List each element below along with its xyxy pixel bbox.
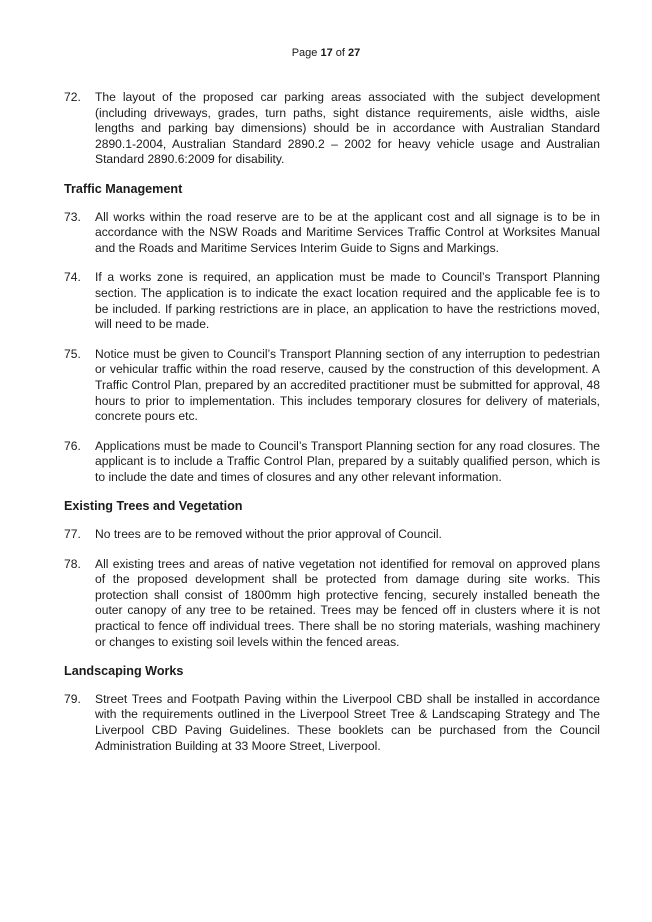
condition-text: Street Trees and Footpath Paving within the Liverpool CBD shall be installed in accordance with the requirements outlined in the Liverpool Street Tree & Landscaping Strategy and The Liverpool CBD Paving Guidelines. These booklets can be purchased from the Council Administration Building at 33 Moore Street, Liverpool. [95,691,600,753]
condition-item [64,210,600,257]
page-total: 27 [348,47,361,59]
condition-text: Applications must be made to Council’s Transport Planning section for any road closures. The applicant is to include a Traffic Control Plan, prepared by a suitably qualified person, which is to include the date and times of closures and any other relevant information. [95,438,600,484]
condition-number: 74. [64,270,81,285]
section-heading-traffic: Traffic Management [64,181,183,196]
page-current: 17 [320,47,333,59]
section-heading-trees: Existing Trees and Vegetation [64,499,243,514]
page-of: of [335,47,345,59]
condition-text: No trees are to be removed without the prior approval of Council. [95,527,442,542]
condition-number: 73. [64,209,81,224]
condition-number: 75. [64,346,81,361]
condition-text: The layout of the proposed car parking areas associated with the subject development (including driveways, grades, turn paths, sight distance requirements, aisle widths, aisle lengths and parking bay dimensions) should be in accordance with Australian Standard 2890.1-2004, Australian Standard 2890.2 – 2002 for heavy vehicle usage and Australian Standard 2890.6:2009 for disability. [95,90,600,167]
condition-number: 78. [64,556,81,571]
condition-text: All existing trees and areas of native vegetation not identified for removal on approved plans of the proposed development shall be protected from damage during site works. This protection shall consist of 1800mm high protective fencing, securely installed beneath the outer canopy of any tree to be retained. Trees may be fenced off in clusters where it is not practical to fence off individual trees. There shall be no storing materials, washing machinery or changes to existing soil levels within the fenced areas. [95,556,600,649]
condition-item [64,527,600,543]
condition-text: Notice must be given to Council’s Transport Planning section of any interruption to pedestrian or vehicular traffic within the road reserve, caused by the construction of this development. A Traffic Control Plan, prepared by an accredited practitioner must be submitted for approval, 48 hours to prior to implementation. This includes temporary closures for delivery of materials, concrete pours etc. [95,346,600,424]
page-number [0,47,652,59]
section-heading-landscaping: Landscaping Works [64,664,184,679]
condition-item [64,270,600,332]
condition-number: 79. [64,691,81,706]
condition-text: If a works zone is required, an application must be made to Council’s Transport Planning section. The application is to indicate the exact location required and the applicable fee is to be included. If parking restrictions are in place, an application to have the restrictions moved, will need to be made. [95,270,600,332]
condition-item [64,347,600,425]
condition-text: All works within the road reserve are to be at the applicant cost and all signage is to be in accordance with the NSW Roads and Maritime Services Traffic Control at Worksites Manual and the Roads and Maritime Services Interim Guide to Signs and Markings. [95,209,600,255]
condition-item [64,90,600,168]
condition-item [64,439,600,486]
condition-item [64,557,600,651]
condition-number: 76. [64,438,81,453]
condition-item [64,692,600,754]
conditions-body [64,90,600,768]
condition-number: 72. [64,90,81,104]
condition-number: 77. [64,527,81,542]
page-label: Page [291,47,318,59]
